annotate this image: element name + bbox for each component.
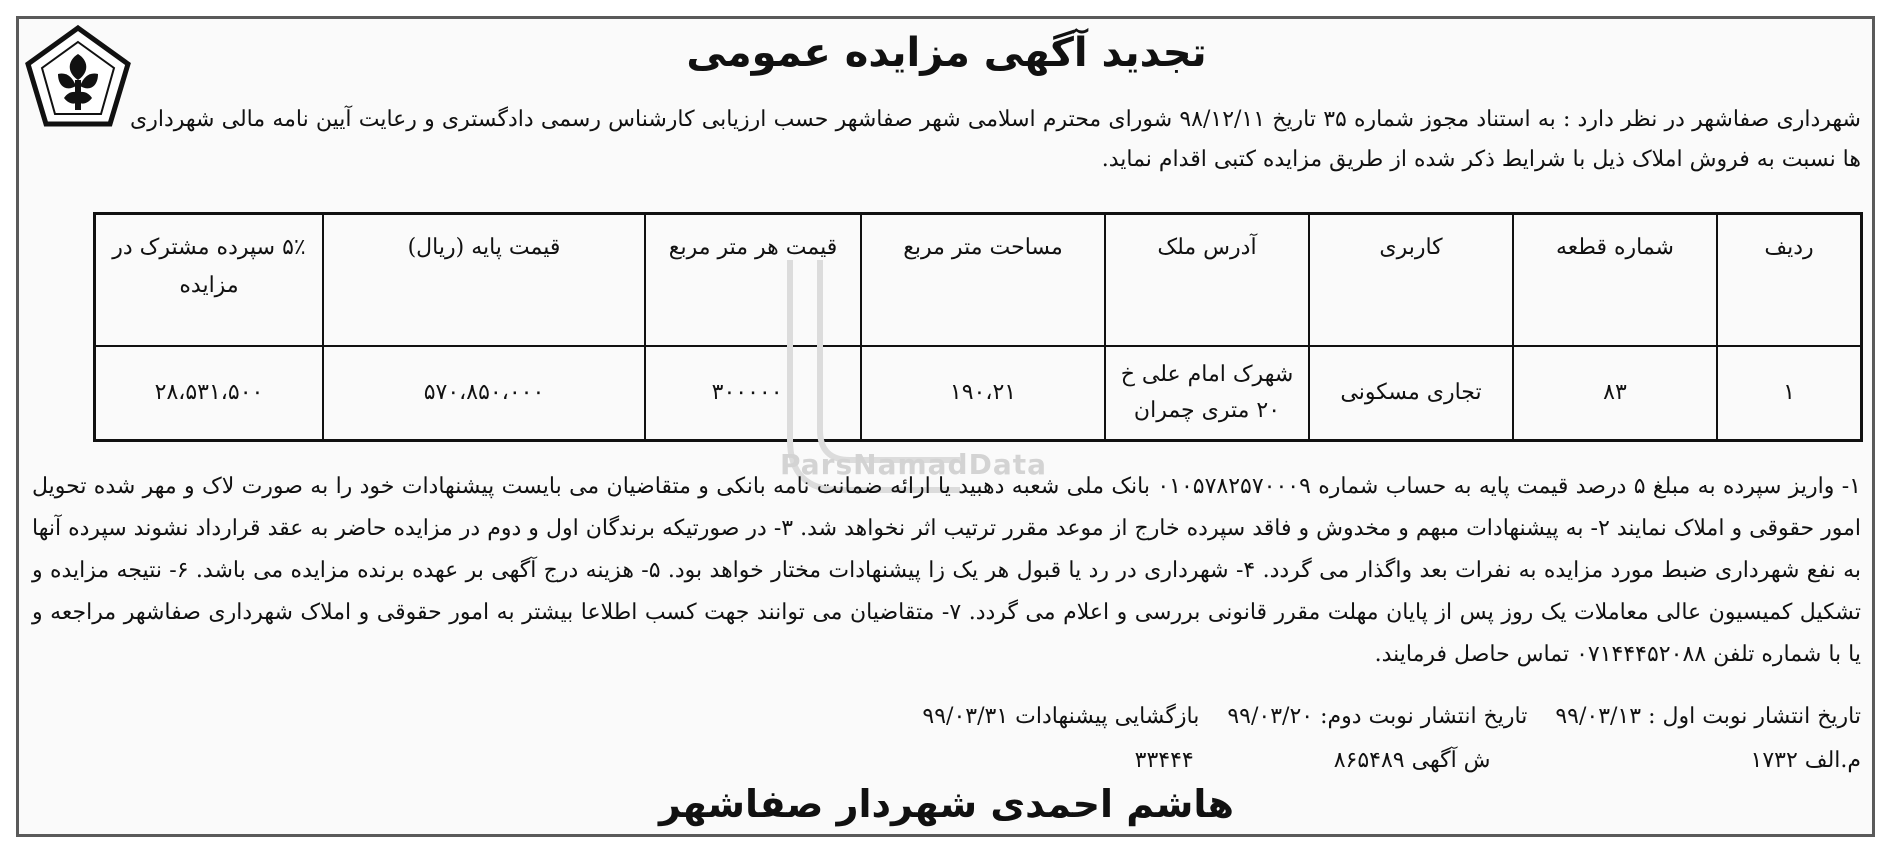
cell-row-number: ۱ [1717, 346, 1862, 441]
signature: هاشم احمدی شهردار صفاشهر [658, 782, 1235, 826]
watermark-text: ParsNamadData [780, 448, 1047, 481]
conditions-paragraph: ۱- واریز سپرده به مبلغ ۵ درصد قیمت پایه به حساب شماره ۰۱۰۵۷۸۲۵۷۰۰۰۹ بانک ملی شعبه دهبید یا ارائه ضمانت نامه بانکی و متقاضیان می بایست پیشنهادات خود را به صورت لاک و مهر شده تحویل امور حقوقی و املاک نمایند ۲- به پیشنهادات مبهم و مخدوش و فاقد سپرده خارج از موعد مقرر ترتیب اثر نخواهد شد. ۳- در صورتیکه برندگان اول و دوم در مزایده حاضر به عقد قرارداد نشوند سپرده آنها به نفع شهرداری ضبط مورد مزایده به نفرات بعد واگذار می گردد. ۴- شهرداری در رد یا قبول هر یک زا پیشنهادات مختار خواهد بود. ۵- هزینه درج آگهی بر عهده برنده مزایده می باشد. ۶- نتیجه مزایده و تشکیل کمیسیون عالی معاملات یک روز پس از پایان مهلت مقرر قانونی بررسی و اعلام می گردد. ۷- متقاضیان می توانند جهت کسب اطلاعا بیشتر به امور حقوقی و املاک شهرداری صفاشهر مراجعه و یا با شماره تلفن ۰۷۱۴۴۴۵۲۰۸۸ تماس حاصل فرمایند. [32, 474, 1862, 667]
cell-deposit: ۲۸،۵۳۱،۵۰۰ [95, 346, 324, 441]
table-header-row [95, 214, 1862, 347]
header-plot-number: شماره قطعه [1513, 214, 1717, 347]
first-publication-date: تاریخ انتشار نوبت اول : ۹۹/۰۳/۱۳ [1555, 704, 1861, 729]
table-row [95, 346, 1862, 441]
cell-plot-number: ۸۳ [1513, 346, 1717, 441]
intro-paragraph: شهرداری صفاشهر در نظر دارد : به استناد مجوز شماره ۳۵ تاریخ ۹۸/۱۲/۱۱ شورای محترم اسلامی شهر صفاشهر حسب ارزیابی کارشناس رسمی دادگستری و رعایت آیین نامه مالی شهرداری ها نسبت به فروش املاک ذیل با شرایط ذکر شده از طریق مزایده کتبی اقدام نماید. [130, 107, 1861, 172]
opening-date: بازگشایی پیشنهادات ۹۹/۰۳/۳۱ [922, 704, 1200, 729]
reference-numbers [32, 741, 1861, 781]
cell-usage: تجاری مسکونی [1309, 346, 1513, 441]
header-area: مساحت متر مربع [861, 214, 1105, 347]
reference-code: م.الف ۱۷۳۲ [1750, 748, 1861, 773]
header-usage: کاربری [1309, 214, 1513, 347]
cell-price-per-meter: ۳۰۰۰۰۰۰ [645, 346, 861, 441]
header-address: آدرس ملک [1105, 214, 1309, 347]
header-base-price: قیمت پایه (ریال) [323, 214, 645, 347]
ad-other-number: ۳۳۴۴۴ [1134, 748, 1194, 773]
ad-number: ش آگهی ۸۶۵۴۸۹ [1333, 748, 1491, 773]
cell-area: ۱۹۰،۲۱ [861, 346, 1105, 441]
auction-table [93, 212, 1863, 442]
cell-address: شهرک امام علی خ ۲۰ متری چمران [1105, 346, 1309, 441]
notice-title: تجدید آگهی مزایده عمومی [686, 30, 1207, 76]
publication-dates [200, 697, 1861, 737]
header-row-number: ردیف [1717, 214, 1862, 347]
second-publication-date: تاریخ انتشار نوبت دوم: ۹۹/۰۳/۲۰ [1227, 704, 1528, 729]
header-deposit: ۵٪ سپرده مشترک در مزایده [95, 214, 324, 347]
header-price-per-meter: قیمت هر متر مربع [645, 214, 861, 347]
cell-base-price: ۵۷۰،۸۵۰،۰۰۰ [323, 346, 645, 441]
